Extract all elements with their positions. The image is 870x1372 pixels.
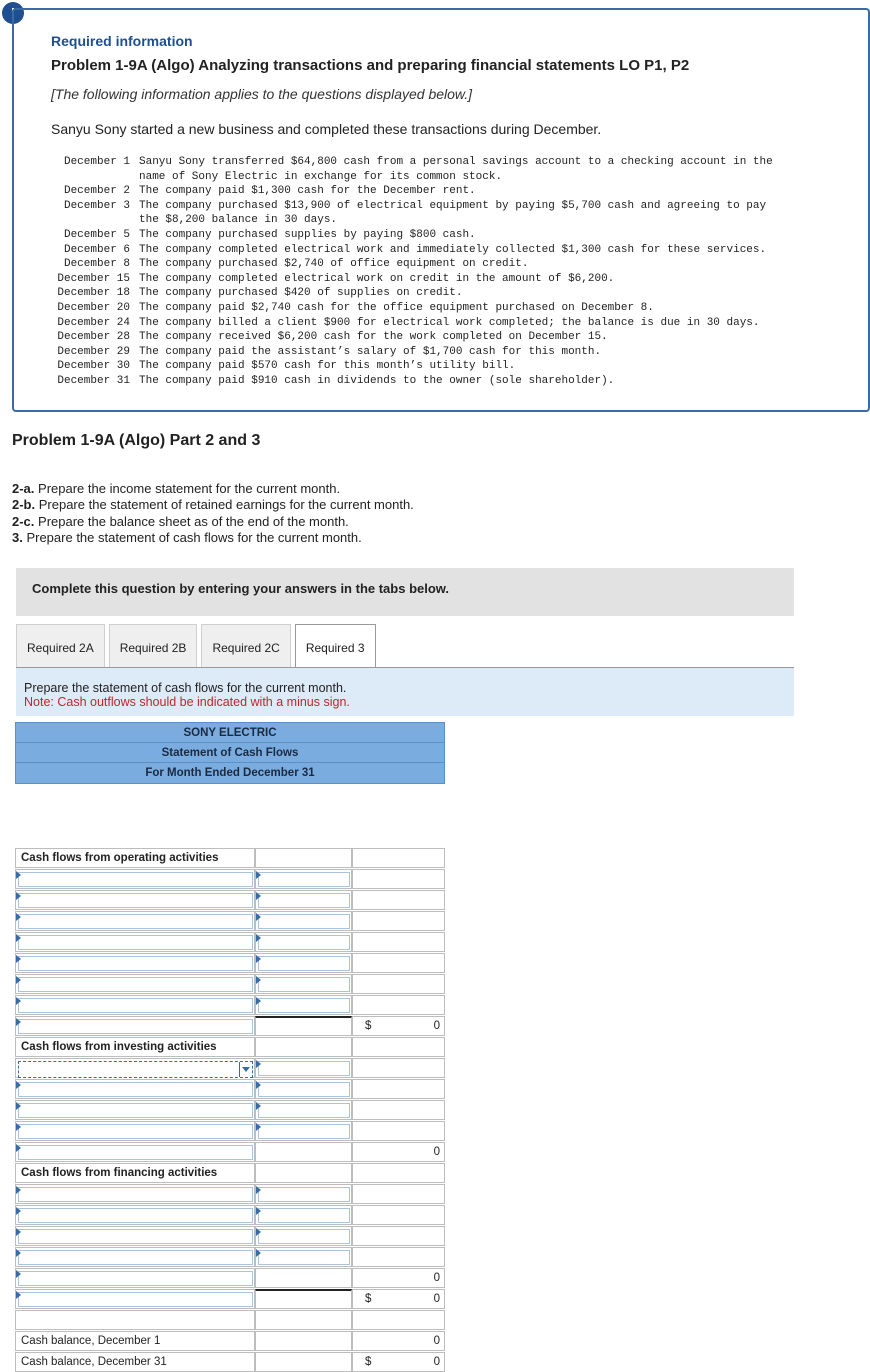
currency-symbol: $ bbox=[365, 1356, 372, 1368]
operating-total-row bbox=[15, 1016, 445, 1036]
transaction-date: December 30 bbox=[57, 360, 130, 373]
investing-line-row bbox=[15, 1058, 445, 1078]
total-label-input[interactable] bbox=[18, 1145, 253, 1160]
transaction-date: December 2 bbox=[63, 185, 130, 198]
amount-input[interactable] bbox=[258, 1103, 350, 1118]
financing-line-row bbox=[15, 1226, 445, 1246]
statement-period: For Month Ended December 31 bbox=[145, 767, 315, 779]
row-marker-icon bbox=[16, 997, 21, 1005]
row-marker-icon bbox=[16, 1249, 21, 1257]
account-input[interactable] bbox=[18, 977, 253, 992]
transaction-date: December 3 bbox=[63, 199, 130, 212]
investing-total-row bbox=[15, 1142, 445, 1162]
statement-title: Statement of Cash Flows bbox=[16, 743, 444, 763]
row-marker-icon bbox=[256, 1207, 261, 1215]
amount-input[interactable] bbox=[258, 977, 350, 992]
section-label: Cash flows from operating activities bbox=[15, 848, 255, 868]
transaction-text: The company paid $1,300 cash for the December rent. bbox=[139, 185, 476, 198]
amount-input[interactable] bbox=[258, 1124, 350, 1139]
tab-required-2b[interactable]: Required 2B bbox=[109, 624, 198, 668]
amount-input[interactable] bbox=[258, 935, 350, 950]
row-marker-icon bbox=[16, 1228, 21, 1236]
transaction-date: December 15 bbox=[57, 272, 130, 285]
row-marker-icon bbox=[256, 1123, 261, 1131]
transaction-row bbox=[51, 359, 839, 374]
amount-input[interactable] bbox=[258, 1061, 350, 1076]
requirements-list bbox=[12, 481, 414, 546]
ending-balance-row bbox=[15, 1352, 445, 1372]
investing-section-row bbox=[15, 1037, 445, 1057]
row-marker-icon bbox=[256, 1228, 261, 1236]
complete-question-bar: Complete this question by entering your answers in the tabs below. bbox=[16, 568, 794, 616]
transaction-text: The company purchased $13,900 of electrical equipment by paying $5,700 cash and agreeing to pay bbox=[139, 199, 767, 212]
currency-symbol: $ bbox=[365, 1293, 372, 1305]
row-marker-icon bbox=[256, 934, 261, 942]
transaction-row bbox=[51, 301, 839, 316]
transaction-date: December 20 bbox=[57, 301, 130, 314]
row-marker-icon bbox=[256, 955, 261, 963]
transaction-row-continued bbox=[51, 170, 839, 185]
account-input[interactable] bbox=[18, 935, 253, 950]
amount-input[interactable] bbox=[258, 1250, 350, 1265]
instruction-note: Note: Cash outflows should be indicated with a minus sign. bbox=[24, 695, 350, 709]
account-input[interactable] bbox=[18, 1103, 253, 1118]
row-marker-icon bbox=[256, 997, 261, 1005]
total-value: 0 bbox=[352, 1142, 445, 1162]
transaction-row-continued bbox=[51, 213, 839, 228]
spacer-row bbox=[15, 1310, 445, 1330]
company-name: SONY ELECTRIC bbox=[16, 723, 444, 743]
beginning-balance-row bbox=[15, 1331, 445, 1351]
cash-flow-statement bbox=[15, 722, 445, 1368]
operating-line-row bbox=[15, 953, 445, 973]
account-input[interactable] bbox=[18, 893, 253, 908]
currency-symbol: $ bbox=[365, 1020, 372, 1032]
account-input[interactable] bbox=[18, 1229, 253, 1244]
balance-value: 0 bbox=[352, 1331, 445, 1351]
transaction-text: The company billed a client $900 for electrical work completed; the balance is due in 30 days. bbox=[139, 316, 760, 329]
transaction-text: Sanyu Sony transferred $64,800 cash from a personal savings account to a checking account in the bbox=[139, 156, 773, 168]
transaction-date: December 29 bbox=[57, 345, 130, 358]
total-label-input[interactable] bbox=[18, 1271, 253, 1286]
operating-line-row bbox=[15, 890, 445, 910]
chevron-down-icon bbox=[242, 1067, 250, 1072]
amount-input[interactable] bbox=[258, 1187, 350, 1202]
transaction-row bbox=[51, 184, 839, 199]
operating-line-row bbox=[15, 932, 445, 952]
part-title: Problem 1-9A (Algo) Part 2 and 3 bbox=[12, 432, 261, 449]
transaction-date: December 28 bbox=[57, 331, 130, 344]
total-label-input[interactable] bbox=[18, 1019, 253, 1034]
transaction-date: December 8 bbox=[63, 258, 130, 271]
transaction-row bbox=[51, 330, 839, 345]
transaction-row bbox=[51, 155, 839, 170]
transaction-text: The company paid $910 cash in dividends to the owner (sole shareholder). bbox=[139, 374, 615, 387]
row-marker-icon bbox=[256, 892, 261, 900]
operating-line-row bbox=[15, 974, 445, 994]
info-subtitle: [The following information applies to the questions displayed below.] bbox=[51, 86, 473, 102]
row-marker-icon bbox=[16, 1291, 21, 1299]
balance-label: Cash balance, December 1 bbox=[15, 1331, 255, 1351]
transaction-text: The company paid the assistant’s salary of $1,700 cash for this month. bbox=[139, 345, 602, 358]
transaction-text: The company completed electrical work and immediately collected $1,300 cash for these services. bbox=[139, 243, 767, 256]
financing-line-row bbox=[15, 1247, 445, 1267]
problem-title: Problem 1-9A (Algo) Analyzing transactions and preparing financial statements LO P1, P2 bbox=[51, 57, 690, 74]
transaction-row bbox=[51, 316, 839, 331]
row-marker-icon bbox=[16, 1018, 21, 1026]
transaction-date: December 5 bbox=[63, 228, 130, 241]
amount-input[interactable] bbox=[258, 1082, 350, 1097]
transaction-text: The company purchased $2,740 of office equipment on credit. bbox=[139, 258, 529, 271]
section-label: Cash flows from financing activities bbox=[15, 1163, 255, 1183]
transaction-date: December 18 bbox=[57, 287, 130, 300]
account-input[interactable] bbox=[18, 872, 253, 887]
amount-input[interactable] bbox=[258, 956, 350, 971]
account-input[interactable] bbox=[18, 998, 253, 1013]
transaction-text: The company paid $2,740 cash for the office equipment purchased on December 8. bbox=[139, 301, 654, 314]
balance-label: Cash balance, December 31 bbox=[15, 1352, 255, 1372]
operating-line-row bbox=[15, 995, 445, 1015]
transaction-text: the $8,200 balance in 30 days. bbox=[139, 214, 338, 227]
total-value: 0 bbox=[352, 1268, 445, 1288]
account-input[interactable] bbox=[18, 1187, 253, 1202]
transaction-row bbox=[51, 345, 839, 360]
section-label: Cash flows from investing activities bbox=[15, 1037, 255, 1057]
statement-header bbox=[15, 722, 445, 784]
financing-line-row bbox=[15, 1184, 445, 1204]
account-input[interactable] bbox=[18, 1208, 253, 1223]
row-marker-icon bbox=[256, 1249, 261, 1257]
row-marker-icon bbox=[16, 1270, 21, 1278]
row-marker-icon bbox=[16, 892, 21, 900]
transaction-row bbox=[51, 257, 839, 272]
amount-input[interactable] bbox=[258, 914, 350, 929]
amount-input[interactable] bbox=[258, 893, 350, 908]
account-input[interactable] bbox=[18, 1082, 253, 1097]
row-marker-icon bbox=[256, 976, 261, 984]
transaction-text: The company received $6,200 cash for the work completed on December 15. bbox=[139, 331, 608, 344]
transaction-date: December 31 bbox=[57, 374, 130, 387]
answer-tabs bbox=[16, 624, 380, 668]
account-select[interactable] bbox=[18, 1061, 253, 1078]
info-intro: Sanyu Sony started a new business and completed these transactions during December. bbox=[51, 121, 602, 137]
financing-total-row bbox=[15, 1268, 445, 1288]
account-input[interactable] bbox=[18, 914, 253, 929]
net-change-row bbox=[15, 1289, 445, 1309]
requirement-item: 3. Prepare the statement of cash flows for the current month. bbox=[12, 529, 362, 545]
tab-required-2a[interactable]: Required 2A bbox=[16, 624, 105, 668]
investing-line-row bbox=[15, 1079, 445, 1099]
requirement-item: 2-a. Prepare the income statement for the current month. bbox=[12, 481, 341, 496]
transaction-row bbox=[51, 243, 839, 258]
row-marker-icon bbox=[256, 1186, 261, 1194]
transaction-row bbox=[51, 374, 839, 389]
financing-section-row bbox=[15, 1163, 445, 1183]
transaction-date: December 24 bbox=[57, 316, 130, 329]
amount-input[interactable] bbox=[258, 998, 350, 1013]
row-marker-icon bbox=[16, 1186, 21, 1194]
row-marker-icon bbox=[16, 871, 21, 879]
info-label: Required information bbox=[51, 33, 193, 49]
tab-required-2c[interactable]: Required 2C bbox=[201, 624, 290, 668]
row-marker-icon bbox=[16, 913, 21, 921]
row-marker-icon bbox=[16, 955, 21, 963]
row-marker-icon bbox=[256, 1060, 261, 1068]
instruction-panel bbox=[16, 668, 794, 716]
account-input[interactable] bbox=[18, 1124, 253, 1139]
transaction-row bbox=[51, 286, 839, 301]
investing-line-row bbox=[15, 1100, 445, 1120]
transaction-text: The company paid $570 cash for this month’s utility bill. bbox=[139, 360, 516, 373]
total-value: $ 0 bbox=[352, 1016, 445, 1036]
row-marker-icon bbox=[16, 1081, 21, 1089]
row-marker-icon bbox=[16, 1207, 21, 1215]
amount-input[interactable] bbox=[258, 872, 350, 887]
amount-input[interactable] bbox=[258, 1208, 350, 1223]
alert-icon: ! bbox=[2, 2, 24, 24]
requirement-item: 2-b. Prepare the statement of retained earnings for the current month. bbox=[12, 497, 414, 513]
row-marker-icon bbox=[16, 1144, 21, 1152]
transaction-text: The company completed electrical work on credit in the amount of $6,200. bbox=[139, 272, 615, 285]
row-marker-icon bbox=[16, 976, 21, 984]
transaction-text: name of Sony Electric in exchange for its common stock. bbox=[139, 170, 503, 183]
account-input[interactable] bbox=[18, 1250, 253, 1265]
transaction-text: The company purchased supplies by paying $800 cash. bbox=[139, 228, 476, 241]
row-marker-icon bbox=[256, 913, 261, 921]
tab-required-3[interactable]: Required 3 bbox=[295, 624, 376, 669]
row-marker-icon bbox=[256, 871, 261, 879]
row-marker-icon bbox=[16, 934, 21, 942]
transaction-date: December 6 bbox=[63, 243, 130, 256]
instruction-text: Prepare the statement of cash flows for the current month. bbox=[24, 681, 347, 695]
total-label-input[interactable] bbox=[18, 1292, 253, 1307]
financing-line-row bbox=[15, 1205, 445, 1225]
transaction-date: December 1 bbox=[63, 156, 130, 168]
operating-line-row bbox=[15, 911, 445, 931]
row-marker-icon bbox=[256, 1081, 261, 1089]
transaction-text: The company purchased $420 of supplies on credit. bbox=[139, 287, 463, 300]
total-value: $ 0 bbox=[352, 1289, 445, 1309]
operating-line-row bbox=[15, 869, 445, 889]
transaction-row bbox=[51, 228, 839, 243]
balance-value: $ 0 bbox=[352, 1352, 445, 1372]
operating-section-row bbox=[15, 848, 445, 868]
row-marker-icon bbox=[256, 1102, 261, 1110]
transaction-row bbox=[51, 272, 839, 287]
transactions-list bbox=[51, 155, 839, 389]
account-input[interactable] bbox=[18, 956, 253, 971]
transaction-row bbox=[51, 199, 839, 214]
row-marker-icon bbox=[16, 1123, 21, 1131]
requirement-item: 2-c. Prepare the balance sheet as of the end of the month. bbox=[12, 513, 349, 529]
investing-line-row bbox=[15, 1121, 445, 1141]
row-marker-icon bbox=[16, 1102, 21, 1110]
amount-input[interactable] bbox=[258, 1229, 350, 1244]
